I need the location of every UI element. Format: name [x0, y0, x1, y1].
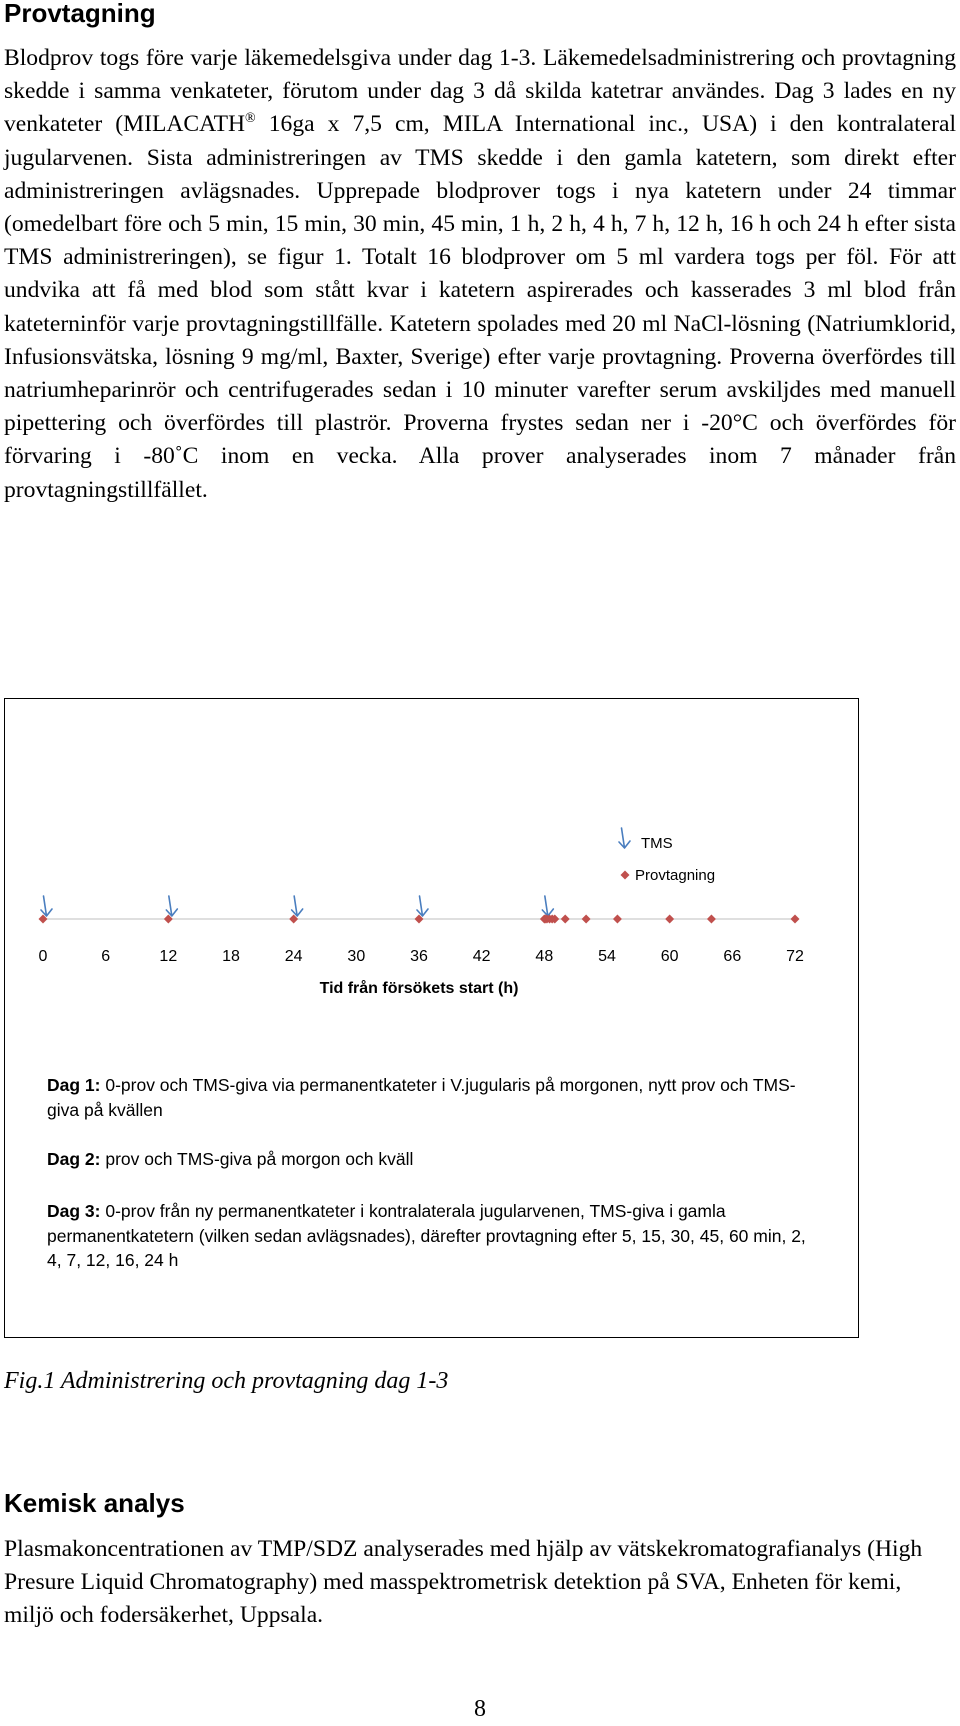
description-day-1-text: 0-prov och TMS-giva via permanentkateter i V.jugularis på morgonen, nytt prov och TMS-giva på kvällen: [47, 1075, 796, 1120]
x-tick-label-36: 36: [410, 948, 428, 965]
legend-provtagning-diamond-icon: [621, 871, 630, 880]
tms-arrow-2-path: [292, 896, 303, 916]
description-day-2: [47, 1147, 807, 1172]
legend-tms-arrow-icon: [619, 828, 630, 848]
x-tick-label-72: 72: [786, 948, 804, 965]
provtagning-point-15: [791, 915, 800, 924]
x-tick-label-12: 12: [159, 948, 178, 965]
description-day-2-text: prov och TMS-giva på morgon och kväll: [100, 1149, 414, 1169]
provtagning-point-10: [561, 915, 570, 924]
description-day-2-label: Dag 2:: [47, 1149, 101, 1169]
description-day-1-label: Dag 1:: [47, 1075, 101, 1095]
description-day-3: [47, 1199, 807, 1273]
figure-caption: Fig.1 Administrering och provtagning dag 1-3: [4, 1368, 449, 1394]
tms-arrow-4: [542, 896, 553, 916]
provtagning-point-11: [582, 915, 591, 924]
legend-provtagning-label: Provtagning: [635, 867, 716, 884]
tms-series: [41, 896, 553, 916]
provtagning-paragraph-lead: Blodprov togs före varje läkemedelsgiva under dag 1-3. Läkemedelsadministrering och provtagning skedde i samma venkateter, förutom under dag 3 då skilda katetrar användes. Dag 3 lades en ny venkateter (MILACATH: [4, 45, 956, 138]
x-tick-label-60: 60: [660, 948, 679, 965]
page-number: 8: [474, 1696, 486, 1722]
tms-arrow-4-path: [542, 896, 553, 916]
x-axis-ticks: [39, 948, 804, 965]
x-tick-label-6: 6: [101, 948, 111, 965]
figure-1-box: [4, 698, 859, 1338]
sampling-timeline-chart: [5, 699, 860, 1059]
tms-arrow-3-path: [417, 896, 428, 916]
tms-arrow-1: [166, 896, 177, 916]
tms-arrow-2: [292, 896, 303, 916]
legend-tms-arrow-path: [619, 828, 630, 848]
description-day-3-text: 0-prov från ny permanentkateter i kontralaterala jugularvenen, TMS-giva i gamla permanentkatetern (vilken sedan avlägsnades), därefter provtagning efter 5, 15, 30, 45, 60 min, 2, 4, 7, 12, 16, 24 h: [47, 1201, 806, 1270]
x-tick-label-24: 24: [284, 948, 303, 965]
x-tick-label-18: 18: [222, 948, 240, 965]
kemisk-analys-paragraph: Plasmakoncentrationen av TMP/SDZ analyserades med hjälp av vätskekromatografianalys (High Presure Liquid Chromatography) med masspektrometrisk detektion på SVA, Enheten för kemi, miljö och fodersäkerhet, Uppsala.: [4, 1536, 923, 1629]
x-tick-label-0: 0: [38, 948, 48, 965]
section-heading-provtagning: Provtagning: [4, 0, 156, 28]
legend-tms-arrow: [619, 828, 630, 848]
description-day-1: [47, 1073, 807, 1122]
provtagning-point-14: [707, 915, 716, 924]
provtagning-paragraph-tail: 16ga x 7,5 cm, MILA International inc., USA) i den kontralateral jugularvenen. Sista administreringen av TMS skedde i den gamla katetern, som direkt efter administreringen avlägsnades. Upprepade blodprover togs i nya katetern under 24 timmar (omedelbart före och 5 min, 15 min, 30 min, 45 min, 1 h, 2 h, 4 h, 7 h, 12 h, 16 h och 24 h efter sista TMS administreringen), se figur 1. Totalt 16 blodprover om 5 ml vardera togs per föl. För att undvika att få med blod som stått kvar i katetern aspirerades och kasserades 3 ml blod från kateterninför varje provtagningstillfälle. Katetern spolades med 20 ml NaCl-lösning (Natriumklorid, Infusionsvätska, lösning 9 mg/ml, Baxter, Sverige) efter varje provtagning. Proverna överfördes till natriumheparinrör och centrifugerades sedan i 10 minuter varefter serum avskiljdes med manuell pipettering och överfördes till plaströr. Proverna frystes sedan ner i -20°C och överfördes för förvaring i -80˚C inom en vecka. Alla prover analyserades inom 7 månader från provtagningstillfället.: [4, 111, 956, 503]
tms-arrow-3: [417, 896, 428, 916]
provtagning-point-13: [665, 915, 674, 924]
provtagning-point-12: [613, 915, 622, 924]
x-tick-label-42: 42: [472, 948, 491, 965]
x-tick-label-54: 54: [598, 948, 616, 965]
tms-arrow-0: [41, 896, 52, 916]
x-axis-title: Tid från försökets start (h): [319, 980, 519, 997]
tms-arrow-1-path: [166, 896, 177, 916]
tms-arrow-0-path: [41, 896, 52, 916]
provtagning-paragraph: [4, 42, 956, 507]
legend-provtagning-diamond: [621, 871, 630, 880]
section-heading-kemisk-analys: Kemisk analys: [4, 1488, 185, 1518]
registered-mark: ®: [245, 111, 256, 127]
x-tick-label-66: 66: [723, 948, 742, 965]
x-tick-label-48: 48: [535, 948, 554, 965]
legend-tms-label: TMS: [641, 835, 673, 852]
description-day-3-label: Dag 3:: [47, 1201, 101, 1221]
x-tick-label-30: 30: [347, 948, 366, 965]
